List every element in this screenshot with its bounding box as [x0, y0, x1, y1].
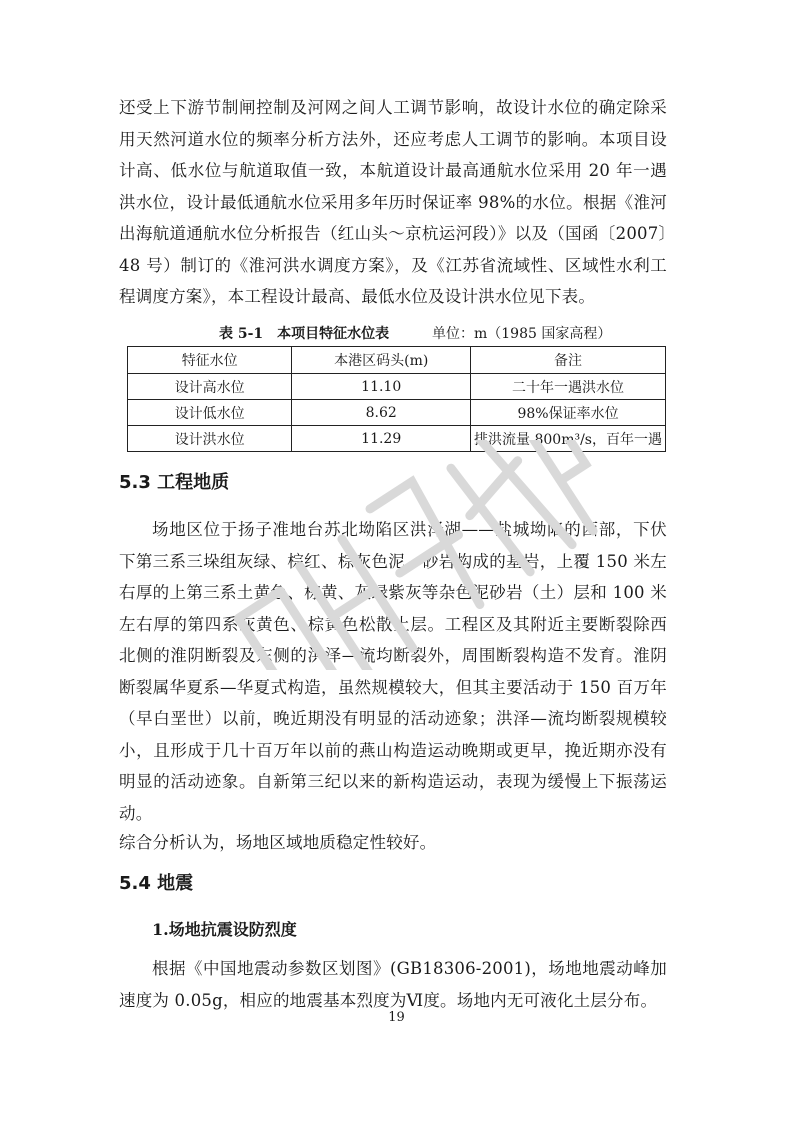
table-cell: 设计高水位 — [128, 374, 292, 400]
table-header-cell: 备注 — [471, 347, 666, 374]
table-title: 表 5-1 本项目特征水位表 — [219, 326, 390, 342]
table-row — [128, 426, 666, 452]
table-cell: 设计低水位 — [128, 400, 292, 426]
table-cell: 11.10 — [292, 374, 471, 400]
section-heading-seismic: 5.4 地震 — [119, 873, 194, 894]
table-cell: 11.29 — [292, 426, 471, 452]
table-cell: 98%保证率水位 — [471, 400, 666, 426]
geology-conclusion: 综合分析认为，场地区域地质稳定性较好。 — [119, 833, 437, 852]
page-number: 19 — [388, 1010, 405, 1025]
table-row — [128, 374, 666, 400]
water-level-table — [127, 346, 666, 452]
table-header-cell: 本港区码头(m) — [292, 347, 471, 374]
geology-paragraph: 场地区位于扬子准地台苏北坳陷区洪泽湖——盐城坳陷的西部，下伏下第三系三垛组灰绿、棕红、棕灰色泥、砂岩构成的基岩，上覆 150 米左右厚的上第三系土黄色、棕黄、灰绿紫灰等杂色泥砂岩（土）层和 100 米左右厚的第四系灰黄色、棕黄色松散土层。工程区及其附近主要断裂除西北侧的淮阴断裂及东侧的洪泽—流均断裂外，周围断裂构造不发育。淮阴断裂属华夏系—华夏式构造，虽然规模较大，但其主要活动于 150 百万年（早白垩世）以前，晚近期没有明显的活动迹象；洪泽—流均断裂规模较小，且形成于几十百万年以前的燕山构造运动晚期或更早，挽近期亦没有明显的活动迹象。自新第三纪以来的新构造运动，表现为缓慢上下振荡运动。 — [119, 520, 667, 823]
subheading-fortification-intensity: 1.场地抗震设防烈度 — [152, 920, 297, 939]
table-header-cell: 特征水位 — [128, 347, 292, 374]
table-cell: 排洪流量 800m³/s，百年一遇 — [471, 426, 666, 452]
table-header-row — [128, 347, 666, 374]
section-heading-geology: 5.3 工程地质 — [119, 472, 230, 493]
table-unit: 单位：m（1985 国家高程） — [432, 326, 612, 342]
table-cell: 设计洪水位 — [128, 426, 292, 452]
intro-paragraph: 还受上下游节制闸控制及河网之间人工调节影响，故设计水位的确定除采用天然河道水位的频率分析方法外，还应考虑人工调节的影响。本项目设计高、低水位与航道取值一致，本航道设计最高通航水位采用 20 年一遇洪水位，设计最低通航水位采用多年历时保证率 98%的水位。根据《淮河出海航道通航水位分析报告（红山头～京杭运河段）》以及（国函〔2007〕48 号）制订的《淮河洪水调度方案》，及《江苏省流域性、区域性水利工程调度方案》，本工程设计最高、最低水位及设计洪水位见下表。 — [119, 98, 667, 306]
table-cell: 二十年一遇洪水位 — [471, 374, 666, 400]
table-cell: 8.62 — [292, 400, 471, 426]
table-row — [128, 400, 666, 426]
seismic-paragraph: 根据《中国地震动参数区划图》(GB18306-2001)，场地地震动峰加速度为 0.05g，相应的地震基本烈度为Ⅵ度。场地内无可液化土层分布。 — [119, 959, 667, 1010]
